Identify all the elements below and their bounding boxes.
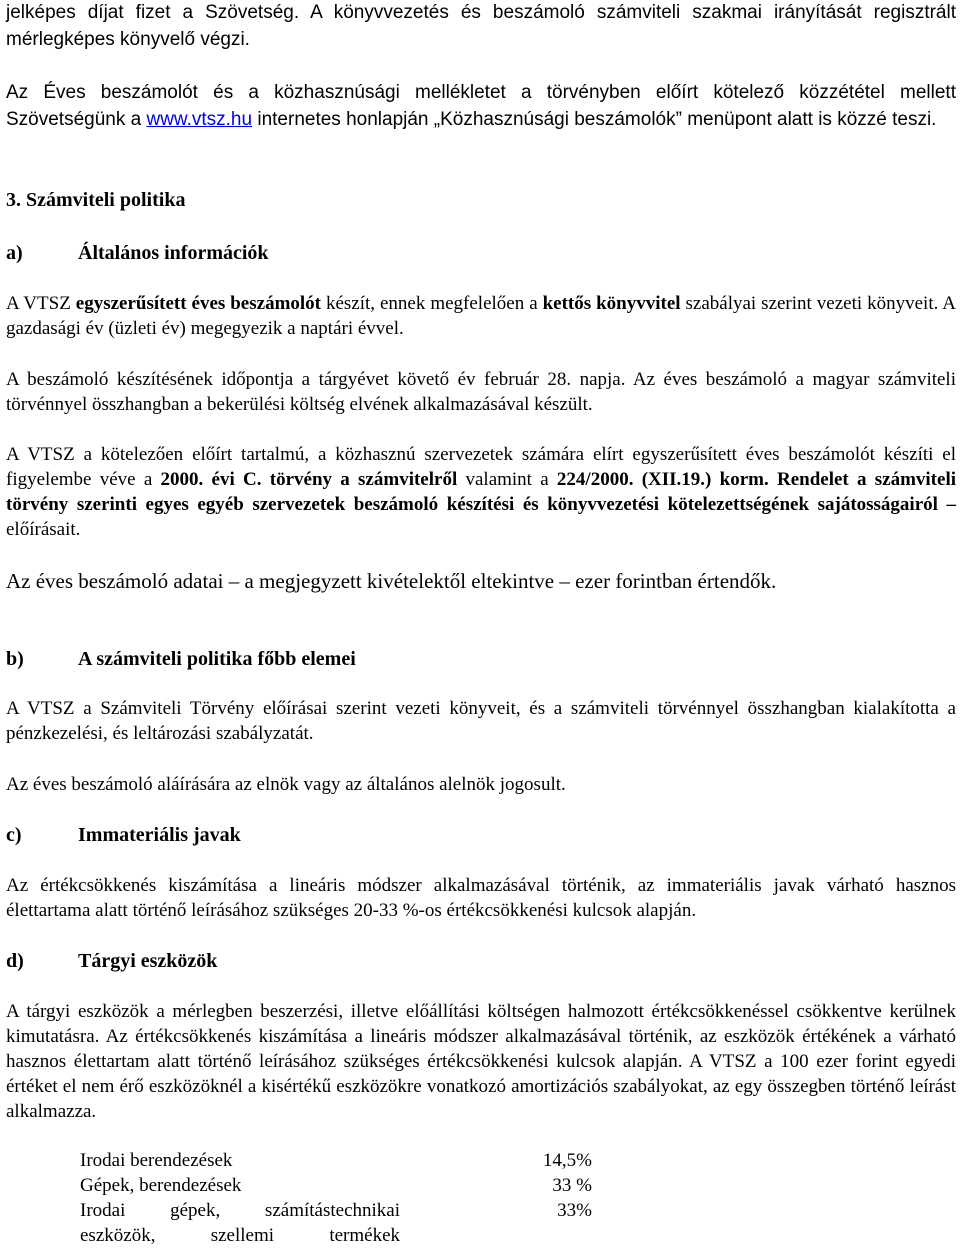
rate-name: Irodai gépek, számítástechnikai eszközök, szellemi termékek	[80, 1200, 400, 1246]
section-b-label: b)	[6, 648, 24, 670]
vtsz-website-link[interactable]: www.vtsz.hu	[146, 109, 253, 130]
section-b-paragraph-1: A VTSZ a Számviteli Törvény előírásai szerint vezeti könyveit, és a számviteli törvénnyel összhangban kialakította a pénzkezelési, és leltározási szabályzatát.	[6, 698, 956, 744]
section-a-paragraph-2: A beszámoló készítésének időpontja a tárgyévet követő év február 28. napja. Az éves beszámoló a magyar számviteli törvénnyel összhangban a bekerülési költség elvének alkalmazásával készült.	[6, 369, 956, 415]
section-3-title: 3. Számviteli politika	[6, 189, 186, 211]
rate-name: Gépek, berendezések	[80, 1175, 242, 1196]
rate-row	[80, 1148, 592, 1173]
rate-value: 33 %	[552, 1175, 592, 1196]
section-a-title: Általános információk	[78, 242, 269, 264]
section-d-label: d)	[6, 950, 24, 972]
section-a-paragraph-3: A VTSZ a kötelezően előírt tartalmú, a közhasznú szervezetek számára elírt egyszerűsített éves beszámolót készíti el figyelembe véve a 2000. évi C. törvény a számvitelről valamint a 224/2000. (XII.19.) korm. Rendelet a számviteli törvény szerinti egyes egyéb szervezetek beszámoló készítési és könyvvezetési kötelezettségének sajátosságairól – előírásait.	[6, 444, 956, 540]
depreciation-rates-table	[80, 1148, 592, 1248]
section-b-paragraph-2: Az éves beszámoló aláírására az elnök vagy az általános alelnök jogosult.	[6, 774, 566, 795]
section-c-title: Immateriális javak	[78, 824, 241, 846]
section-a-label: a)	[6, 242, 23, 264]
rate-name: Irodai berendezések	[80, 1150, 233, 1171]
section-a-paragraph-4: Az éves beszámoló adatai – a megjegyzett kivételektől eltekintve – ezer forintban értendők.	[6, 569, 777, 593]
section-c-label: c)	[6, 824, 22, 846]
rate-row	[80, 1173, 592, 1198]
rate-value: 33%	[557, 1200, 592, 1221]
rate-value: 14,5%	[542, 1150, 592, 1171]
section-a-paragraph-1: A VTSZ egyszerűsített éves beszámolót készít, ennek megfelelően a kettős könyvvitel szabályai szerint vezeti könyveit. A gazdasági év (üzleti év) megegyezik a naptári évvel.	[6, 293, 956, 339]
publication-text-end: internetes honlapján „Közhasznúsági beszámolók” menüpont alatt is közzé teszi.	[252, 109, 937, 130]
intro-text: jelképes díjat fizet a Szövetség. A könyvvezetés és beszámoló számviteli szakmai irányítását regisztrált mérlegképes könyvelő végzi.	[6, 2, 956, 50]
publication-paragraph	[6, 79, 956, 133]
section-d-title: Tárgyi eszközök	[78, 950, 218, 972]
section-b-title: A számviteli politika főbb elemei	[78, 648, 356, 670]
section-d-paragraph-1: A tárgyi eszközök a mérlegben beszerzési, illetve előállítási költségen halmozott értékcsökkenéssel csökkentve kerülnek kimutatásra. Az értékcsökkenés kiszámítása a lineáris módszer alkalmazásával történik, az eszközök értékének a várható hasznos élettartam alatt történő leírásához szükséges értékcsökkenési kulcsok alapján. A VTSZ a 100 ezer forint egyedi értéket el nem érő eszközöknél a kisértékű eszközökre vonatkozó amortizációs szabályokat, az egy összegben történő leírást alkalmazza.	[6, 1001, 956, 1122]
intro-paragraph	[6, 0, 956, 53]
section-c-paragraph-1: Az értékcsökkenés kiszámítása a lineáris módszer alkalmazásával történik, az immateriális javak várható hasznos élettartama alatt történő leírásához szükséges 20-33 %-os értékcsökkenési kulcsok alapján.	[6, 875, 956, 921]
rate-row	[80, 1198, 592, 1248]
publication-text-start: Az Éves beszámolót és a közhasznúsági mellékletet a törvényben előírt kötelező közzététel mellett Szövetségünk a	[6, 82, 956, 130]
